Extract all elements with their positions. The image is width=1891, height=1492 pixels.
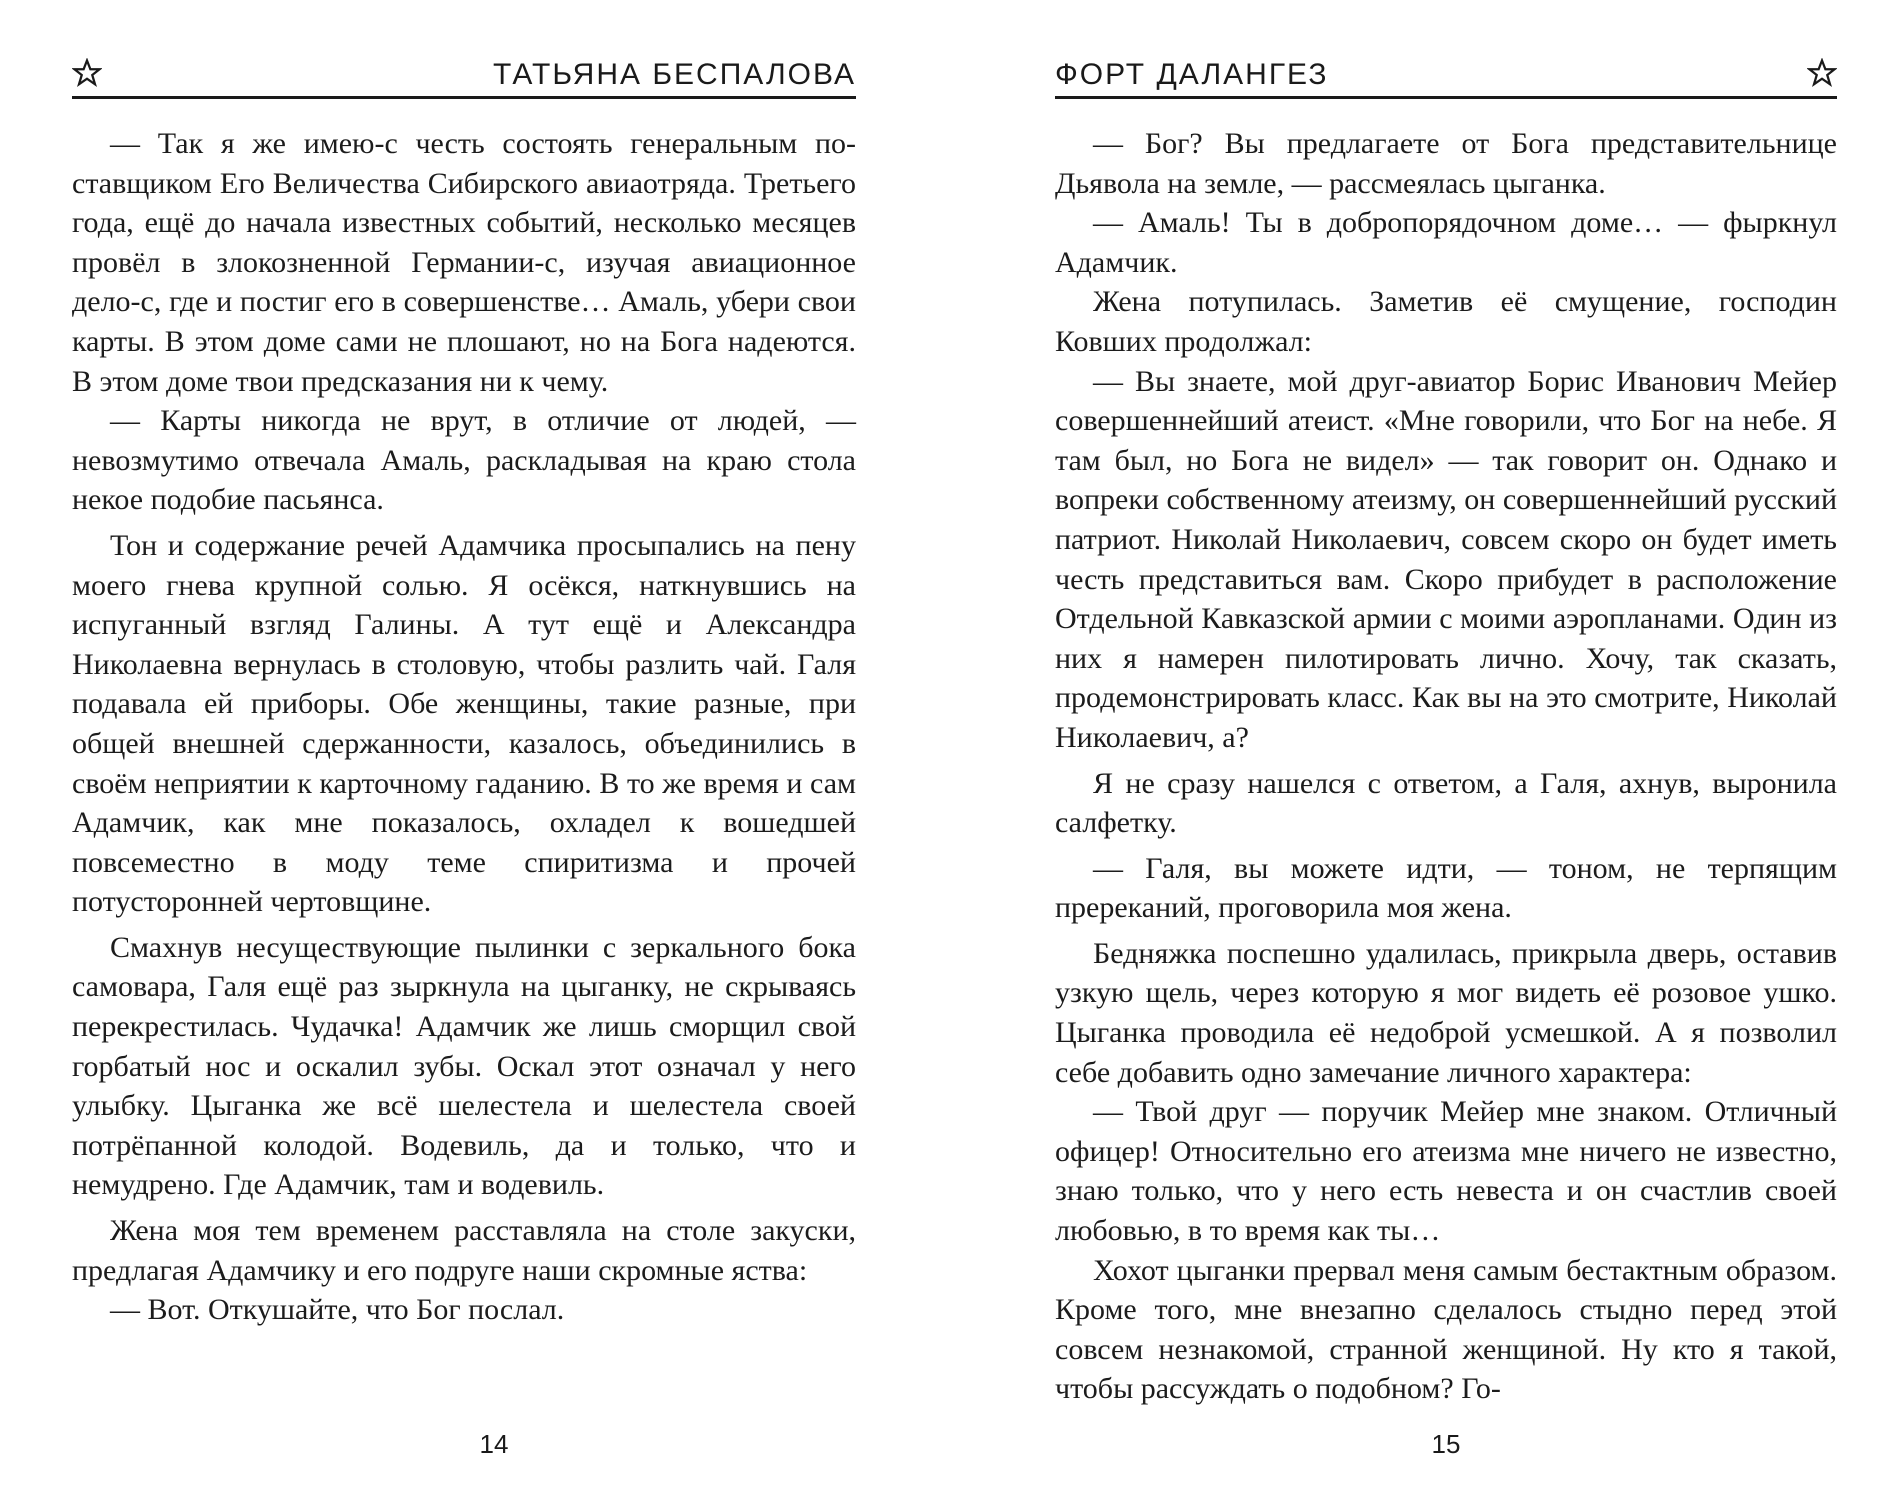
- right-paragraph: — Бог? Вы предлагаете от Бога представительнице Дьявола на земле, — рассмеялась цыганка.: [1055, 127, 1837, 200]
- right-paragraph: Я не сразу нашелся с ответом, а Галя, ахнув, выронила салфетку.: [1055, 766, 1837, 840]
- right-page-number: 15: [1431, 1429, 1461, 1459]
- star-outline-icon: [1807, 58, 1837, 88]
- left-paragraph: Смахнув несуществующие пылинки с зеркального бока самовара, Галя ещё раз зыркнула на цыганку, не скрываясь перекрестилась. Чудачка! Адамчик же лишь сморщил свой горбатый нос и оскалил зубы. Оскал этот означал у него улыбку. Цыганка же всё шелестела и шелестела своей потрёпанной колодой. Водевиль, да и только, что и немудрено. Где Адамчик, там и водевиль.: [72, 930, 856, 1202]
- left-header-title: ТАТЬЯНА БЕСПАЛОВА: [493, 58, 856, 91]
- left-page-number: 14: [479, 1429, 509, 1459]
- right-paragraph: Хохот цыганки прервал меня самым бестактным образом. Кроме того, мне внезапно сделалось стыдно перед этой совсем незнакомой, странной женщиной. Ну кто я такой, чтобы рассуждать о подобном? Го-: [1055, 1253, 1837, 1406]
- left-text-block: [72, 124, 856, 1330]
- left-paragraph: Тон и содержание речей Адамчика просыпались на пену моего гнева крупной солью. Я осёкся, наткнувшись на испуганный взгляд Галины. А тут ещё и Александра Николаевна вернулась в столовую, чтобы разлить чай. Галя подавала ей приборы. Обе женщины, такие разные, при общей внешней сдержанности, казалось, объединились в своём неприятии к карточному гаданию. В то же время и сам Адамчик, как мне показалось, охладел к вошедшей повсеместно в моду теме спиритизма и прочей потусторонней чертовщине.: [72, 528, 856, 919]
- right-page: [1055, 0, 1837, 1492]
- right-paragraph: — Твой друг — поручик Мейер мне знаком. Отличный офицер! Относительно его атеизма мне ничего не известно, знаю только, что у него есть невеста и он счастлив своей любовью, в то время как ты…: [1055, 1095, 1837, 1248]
- right-paragraph: Бедняжка поспешно удалилась, прикрыла дверь, оставив узкую щель, через которую я мог видеть её розовое ушко. Цыганка проводила её недоброй усмешкой. А я позволил себе добавить одно замечание личного характера:: [1055, 936, 1837, 1089]
- left-page: [72, 0, 856, 1492]
- right-text-block: [1055, 124, 1837, 1409]
- right-paragraph: Жена потупилась. Заметив её смущение, господин Ковших продолжал:: [1055, 285, 1837, 358]
- left-paragraph: — Так я же имею-с честь состоять генеральным поставщиком Его Величества Сибирского авиаотряда. Третьего года, ещё до начала известных событий, несколько месяцев провёл в злокозненной Германии-с, изучая авиационное дело-с, где и постиг его в совершенстве… Амаль, убери свои карты. В этом доме сами не плошают, но на Бога надеются. В этом доме твои предсказания ни к чему.: [72, 127, 856, 398]
- left-paragraph: — Вот. Откушайте, что Бог послал.: [110, 1293, 565, 1327]
- left-running-head: [72, 52, 856, 99]
- left-paragraph: — Карты никогда не врут, в отличие от людей, — невозмутимо отвечала Амаль, раскладывая на краю стола некое подобие пасьянса.: [72, 404, 856, 517]
- left-paragraph: Жена моя тем временем расставляла на столе закуски, предлагая Адамчику и его подруге наши скромные яства:: [72, 1214, 856, 1287]
- right-paragraph: — Вы знаете, мой друг-авиатор Борис Иванович Мейер совершеннейший атеист. «Мне говорили, что Бог на небе. Я там был, но Бога не видел» — так говорит он. Однако и вопреки собственному атеизму, он совершеннейший русский патриот. Николай Николаевич, совсем скоро он будет иметь честь представиться вам. Скоро прибудет в расположение Отдельной Кавказской армии с моими аэропланами. Один из них я намерен пилотировать лично. Хочу, так сказать, продемонстрировать класс. Как вы на это смотрите, Николай Николаевич, а?: [1055, 364, 1837, 754]
- right-paragraph: — Галя, вы можете идти, — тоном, не терпящим пререканий, проговорила моя жена.: [1055, 851, 1837, 925]
- right-running-head: [1055, 52, 1837, 99]
- right-header-title: ФОРТ ДАЛАНГЕЗ: [1055, 58, 1329, 91]
- star-outline-icon: [72, 58, 102, 88]
- right-paragraph: — Амаль! Ты в добропорядочном доме… — фыркнул Адамчик.: [1055, 206, 1837, 279]
